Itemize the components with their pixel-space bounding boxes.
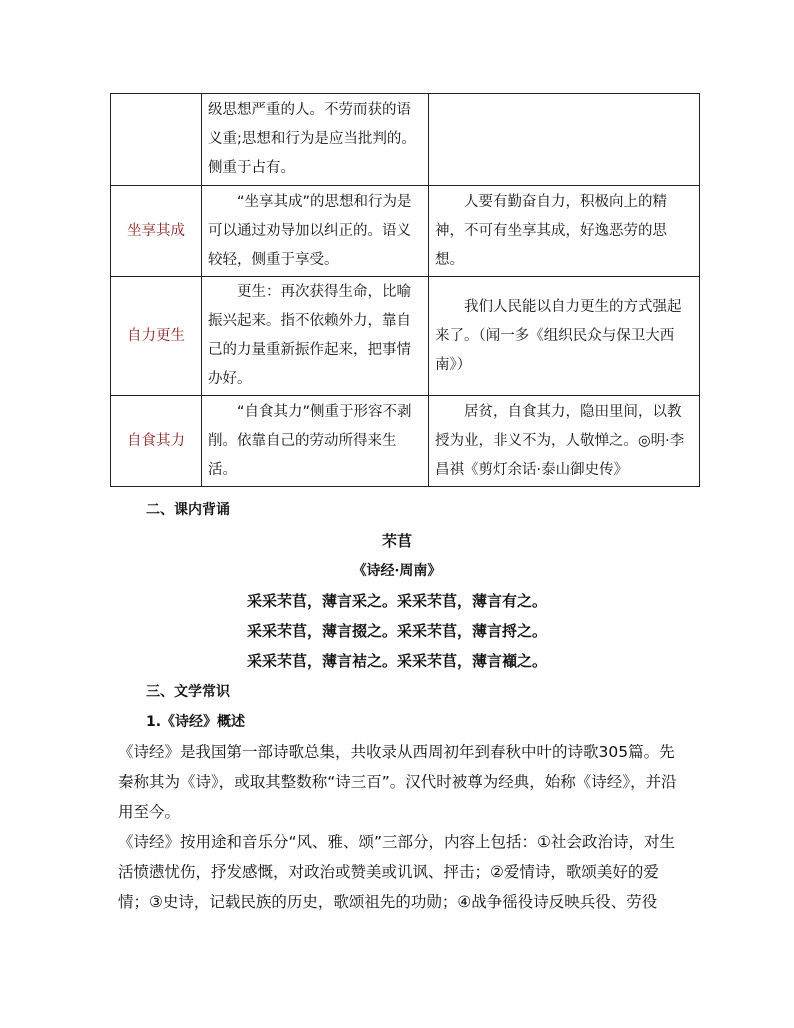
section-heading: 三、文学常识 [146,684,230,700]
poem-source: 《诗经·周南》 [352,563,442,579]
definition-cell: 更生：再次获得生命，比喻振兴起来。指不依赖外力，靠自己的力量重新振作起来，把事情办好。 [202,277,429,396]
example-cell: 我们人民能以自力更生的方式强起来了。（闻一多《组织民众与保卫大西南》） [429,277,700,396]
paragraph-text: 《诗经》按用途和音乐分“风、雅、颂”三部分，内容上包括：①社会政治诗，对生活愤懑忧伤，抒发感慨，对政治或赞美或讥讽、抨击；②爱情诗，歌颂美好的爱情；③史诗，记载民族的历史，歌颂祖先的功勋；④战争徭役诗反映兵役、劳役 [118,833,675,911]
term-cell [111,94,202,186]
definition-cell: “坐享其成”的思想和行为是可以通过劝导加以纠正的。语义较轻，侧重于享受。 [202,186,429,277]
poem-line: 采采芣苢，薄言采之。采采芣苢，薄言有之。 [246,592,547,610]
example-cell [429,94,700,186]
poem-title: 芣苢 [381,532,412,550]
table-row [111,396,700,487]
vocabulary-table [110,93,700,487]
example-cell: 人要有勤奋自力，积极向上的精神，不可有坐享其成，好逸恶劳的思想。 [429,186,700,277]
example-cell: 居贫，自食其力，隐田里间，以教授为业，非义不为，人敬惮之。◎明·李昌祺《剪灯余话·泰山御史传》 [429,396,700,487]
term-cell: 自力更生 [111,277,202,396]
paragraph [118,827,684,917]
term-cell: 坐享其成 [111,186,202,277]
section-heading: 二、课内背诵 [146,502,230,518]
table-row [111,277,700,396]
term-cell: 自食其力 [111,396,202,487]
subsection-heading: 1.《诗经》概述 [146,714,246,730]
definition-cell: “自食其力”侧重于形容不剥削。依靠自己的劳动所得来生活。 [202,396,429,487]
poem-line: 采采芣苢，薄言袺之。采采芣苢，薄言襭之。 [246,652,547,670]
table-row [111,94,700,186]
poem-line: 采采芣苢，薄言掇之。采采芣苢，薄言捋之。 [246,622,547,640]
paragraph-text: 《诗经》是我国第一部诗歌总集，共收录从西周初年到春秋中叶的诗歌305篇。先秦称其为《诗》，或取其整数称“诗三百”。汉代时被尊为经典，始称《诗经》，并沿用至今。 [118,743,677,821]
table-row [111,186,700,277]
definition-cell: 级思想严重的人。不劳而获的语义重;思想和行为是应当批判的。侧重于占有。 [202,94,429,186]
paragraph [118,737,684,827]
